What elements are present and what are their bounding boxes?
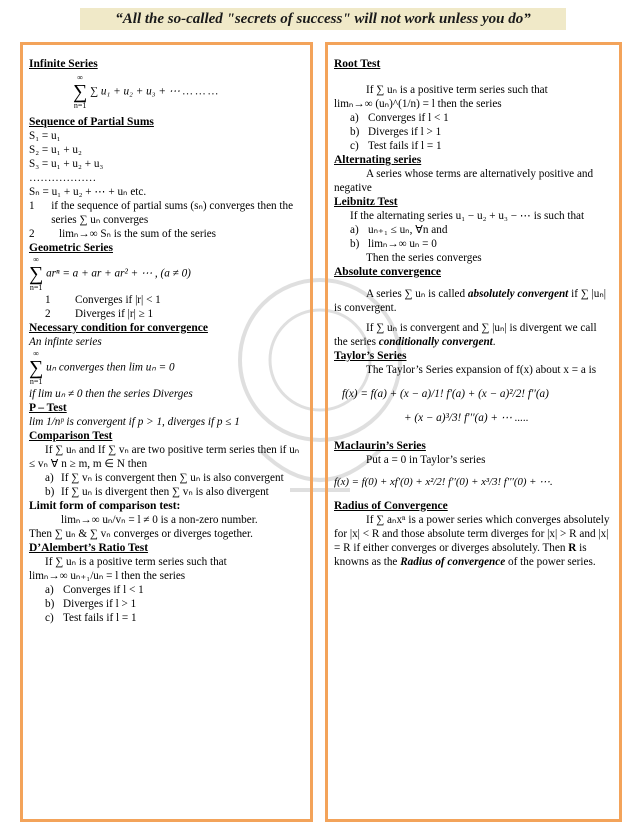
taylor-formula-1: f(x) = f(a) + (x − a)/1! f′(a) + (x − a)²/2! f′′(a) bbox=[342, 388, 549, 400]
p-test-title: P – Test bbox=[29, 402, 67, 414]
maclaurin-intro: Put a = 0 in Taylor’s series bbox=[366, 454, 486, 466]
radius-text: If ∑ aₙxⁿ is a power series which converges absolutely for |x| < R and those absolute term diverges for |x| > R and |x| = R if either converges or diverges absolutely. Then R is knowns as the Radius of convergence of the power series. bbox=[334, 514, 610, 568]
left-column bbox=[20, 42, 313, 822]
leibnitz-a: a) uₙ₊₁ ≤ uₙ, ∀n and bbox=[350, 224, 448, 236]
p-test-formula: lim 1/nᵖ is convergent if p > 1, diverges if p ≤ 1 bbox=[29, 416, 240, 428]
taylor-intro: The Taylor’s Series expansion of f(x) about x = a is bbox=[366, 364, 597, 376]
dalembert-title: D’Alembert’s Ratio Test bbox=[29, 542, 149, 554]
comparison-test-title: Comparison Test bbox=[29, 430, 113, 442]
radius-title: Radius of Convergence bbox=[334, 500, 448, 512]
comparison-b: b) If ∑ uₙ is divergent then ∑ vₙ is also divergent bbox=[45, 486, 269, 498]
absolute-text-1: A series ∑ uₙ is called absolutely convergent if ∑ |uₙ| is convergent. bbox=[334, 288, 607, 314]
absolute-text-2: If ∑ uₙ is convergent and ∑ |uₙ| is divergent we call the series conditionally convergent. bbox=[334, 322, 597, 348]
dalembert-limit: limₙ→∞ uₙ₊₁/uₙ = l then the series bbox=[29, 570, 186, 582]
taylor-title: Taylor’s Series bbox=[334, 350, 407, 362]
quote-text: “All the so-called "secrets of success" will not work unless you do” bbox=[115, 11, 531, 27]
partial-sums-title: Sequence of Partial Sums bbox=[29, 116, 154, 128]
limit-form-line: limₙ→∞ uₙ/vₙ = l ≠ 0 is a non-zero number. bbox=[61, 514, 258, 526]
root-limit: limₙ→∞ (uₙ)^(1/n) = l then the series bbox=[334, 98, 502, 110]
s2-formula: S₂ = u₁ + u₂ bbox=[29, 144, 82, 156]
limit-form-then: Then ∑ uₙ & ∑ vₙ converges or diverges together. bbox=[29, 528, 253, 540]
geometric-formula: ∞ ∑ n=1 arⁿ = a + ar + ar² + ⋯ , (a ≠ 0) bbox=[29, 255, 191, 292]
partial-point-1: 1 if the sequence of partial sums (sₙ) converges then the series ∑ uₙ converges bbox=[29, 200, 294, 226]
absolute-title: Absolute convergence bbox=[334, 266, 441, 278]
taylor-formula-2: + (x − a)³/3! f′′′(a) + ⋯ ..... bbox=[404, 412, 529, 424]
leibnitz-b: b) limₙ→∞ uₙ = 0 bbox=[350, 238, 437, 250]
comparison-a: a) If ∑ vₙ is convergent then ∑ uₙ is also convergent bbox=[45, 472, 284, 484]
infinite-series-formula: ∞ ∑ n=1 ∑ u₁ + u₂ + u₃ + ⋯ … … … bbox=[73, 73, 219, 110]
dalembert-a: a) Converges if l < 1 bbox=[45, 584, 144, 596]
necessary-line-2: if lim uₙ ≠ 0 then the series Diverges bbox=[29, 388, 193, 400]
geometric-point-2: 2 Diverges if |r| ≥ 1 bbox=[45, 308, 154, 320]
alternating-text: A series whose terms are alternatively positive and negative bbox=[334, 168, 594, 194]
s3-formula: S₃ = u₁ + u₂ + u₃ bbox=[29, 158, 104, 170]
root-intro: If ∑ uₙ is a positive term series such that bbox=[366, 84, 548, 96]
geometric-series-title: Geometric Series bbox=[29, 242, 113, 254]
s1-formula: S₁ = u₁ bbox=[29, 130, 61, 142]
quote-banner bbox=[80, 8, 566, 30]
maclaurin-formula: f(x) = f(0) + xf′(0) + x²/2! f′′(0) + x³/3! f′′′(0) + ⋯. bbox=[334, 476, 553, 488]
leibnitz-title: Leibnitz Test bbox=[334, 196, 398, 208]
necessary-condition-title: Necessary condition for convergence bbox=[29, 322, 208, 334]
leibnitz-then: Then the series converges bbox=[366, 252, 482, 264]
necessary-line-1: An infinte series bbox=[29, 336, 102, 348]
infinite-series-title: Infinite Series bbox=[29, 58, 98, 70]
root-a: a) Converges if l < 1 bbox=[350, 112, 449, 124]
partial-point-2: 2 limₙ→∞ Sₙ is the sum of the series bbox=[29, 228, 217, 240]
right-column bbox=[325, 42, 622, 822]
root-c: c) Test fails if l = 1 bbox=[350, 140, 442, 152]
maclaurin-title: Maclaurin’s Series bbox=[334, 440, 426, 452]
dalembert-b: b) Diverges if l > 1 bbox=[45, 598, 137, 610]
leibnitz-intro: If the alternating series u₁ − u₂ + u₃ − ⋯ is such that bbox=[350, 210, 585, 222]
limit-form-title: Limit form of comparison test: bbox=[29, 500, 181, 512]
dots: ……………… bbox=[29, 172, 97, 184]
geometric-point-1: 1 Converges if |r| < 1 bbox=[45, 294, 161, 306]
alternating-title: Alternating series bbox=[334, 154, 422, 166]
dalembert-intro: If ∑ uₙ is a positive term series such that bbox=[45, 556, 227, 568]
root-b: b) Diverges if l > 1 bbox=[350, 126, 442, 138]
dalembert-c: c) Test fails if l = 1 bbox=[45, 612, 137, 624]
necessary-formula: ∞ ∑ n=1 uₙ converges then lim uₙ = 0 bbox=[29, 349, 175, 386]
sn-formula: Sₙ = u₁ + u₂ + ⋯ + uₙ etc. bbox=[29, 186, 147, 198]
comparison-intro: If ∑ uₙ and If ∑ vₙ are two positive term series then if uₙ ≤ vₙ ∀ n ≥ m, m ∈ N then bbox=[29, 444, 300, 470]
root-test-title: Root Test bbox=[334, 58, 381, 70]
